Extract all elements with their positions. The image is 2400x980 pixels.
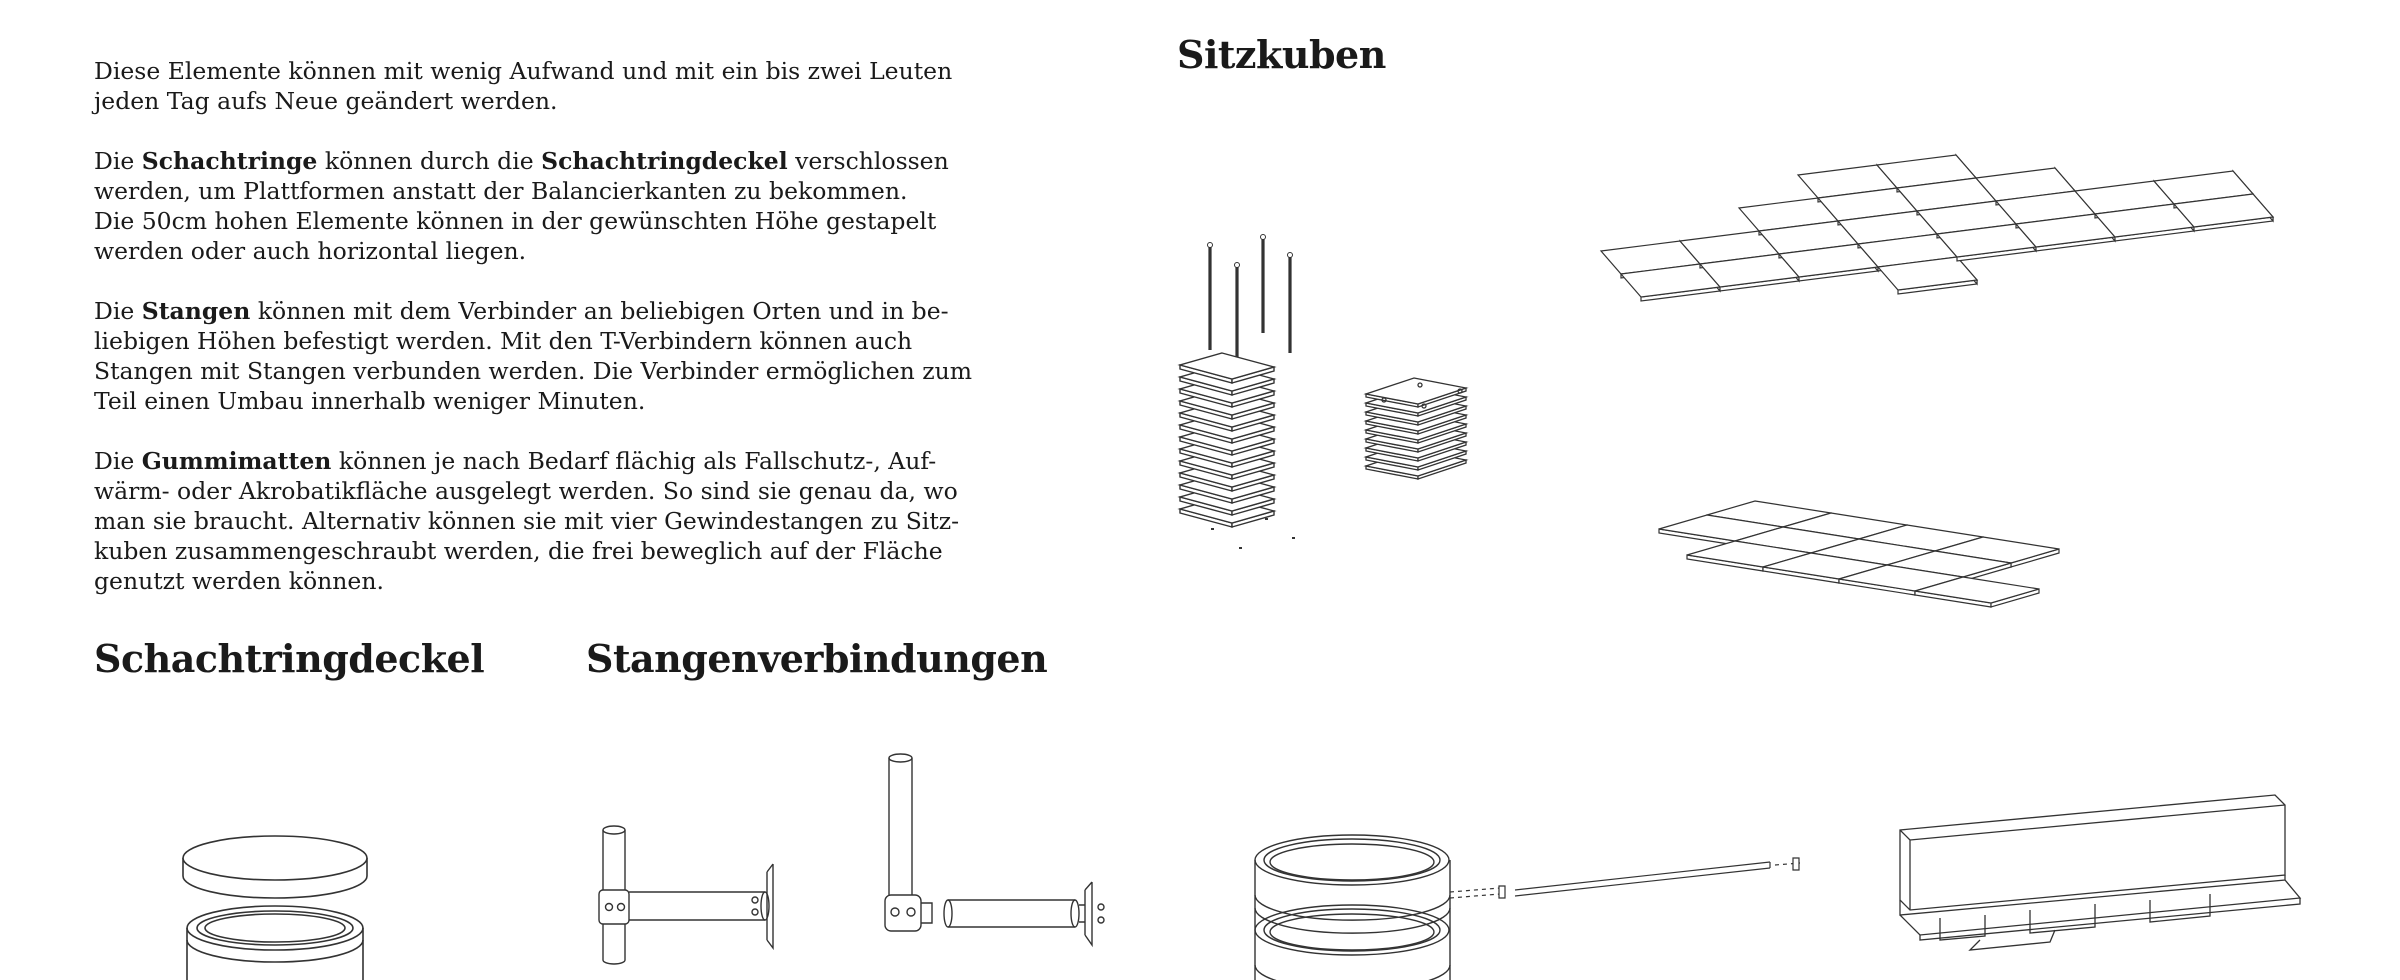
text-line bbox=[94, 206, 1014, 236]
threaded-rods bbox=[1210, 237, 1290, 360]
sitzkubus-exploded-drawing bbox=[1180, 225, 1310, 555]
text-run: genutzt werden können. bbox=[94, 567, 384, 595]
text-run: jeden Tag aufs Neue geändert werden. bbox=[94, 87, 558, 115]
text-line bbox=[94, 56, 1014, 86]
text-run: kuben zusammengeschraubt werden, die frei beweglich auf der Fläche bbox=[94, 537, 943, 565]
text-line bbox=[94, 86, 1014, 116]
text-line bbox=[94, 506, 1014, 536]
text-run: Die 50cm hohen Elemente können in der gewünschten Höhe gestapelt bbox=[94, 207, 937, 235]
text-run: liebigen Höhen befestigt werden. Mit den T-Verbindern können auch bbox=[94, 327, 913, 355]
bold-term: Schachtringdeckel bbox=[541, 147, 788, 175]
stangenverbinder-t-drawing bbox=[595, 820, 785, 970]
text-line bbox=[94, 386, 1014, 416]
text-column bbox=[94, 56, 1014, 626]
text-run: werden, um Plattformen anstatt der Balancierkanten zu bekommen. bbox=[94, 177, 908, 205]
text-line bbox=[94, 236, 1014, 266]
schachtringdeckel-drawing bbox=[175, 820, 375, 980]
text-line bbox=[94, 566, 1014, 596]
text-run: werden oder auch horizontal liegen. bbox=[94, 237, 527, 265]
text-run: wärm- oder Akrobatikfläche ausgelegt werden. So sind sie genau da, wo bbox=[94, 477, 958, 505]
bold-term: Stangen bbox=[141, 297, 251, 325]
text-run: Die bbox=[94, 147, 142, 175]
bold-term: Schachtringe bbox=[141, 147, 318, 175]
text-line bbox=[94, 446, 1014, 476]
mat-floor-grid-drawing bbox=[1745, 475, 2195, 605]
ring bbox=[187, 906, 363, 980]
text-run: Die bbox=[94, 297, 142, 325]
text-run: Stangen mit Stangen verbunden werden. Die Verbinder ermöglichen zum bbox=[94, 357, 973, 385]
sitzkubus-assembled-drawing bbox=[1360, 370, 1480, 485]
paragraph-schachtringe bbox=[94, 146, 1014, 266]
bold-term: Gummimatten bbox=[141, 447, 332, 475]
paragraph-gummimatten bbox=[94, 446, 1014, 596]
text-line bbox=[94, 326, 1014, 356]
paragraph-stangen bbox=[94, 296, 1014, 416]
gewindestange-verbindung-drawing bbox=[1445, 850, 1805, 910]
text-run: Die bbox=[94, 447, 142, 475]
mat-stack bbox=[1180, 353, 1274, 527]
text-line bbox=[94, 296, 1014, 326]
heading-schachtringdeckel: Schachtringdeckel bbox=[94, 636, 485, 681]
text-run: können durch die bbox=[317, 147, 542, 175]
text-line bbox=[94, 146, 1014, 176]
stangenverbinder-eck-drawing bbox=[880, 750, 1130, 965]
text-run: man sie braucht. Alternativ können sie mit vier Gewindestangen zu Sitz- bbox=[94, 507, 960, 535]
text-line bbox=[94, 476, 1014, 506]
text-line bbox=[94, 176, 1014, 206]
text-line bbox=[94, 356, 1014, 386]
text-line bbox=[94, 536, 1014, 566]
mat-floor-cross-drawing bbox=[1595, 155, 2285, 355]
balancierkante-drawing bbox=[1880, 790, 2305, 970]
text-run: können je nach Bedarf flächig als Fallschutz-, Auf- bbox=[331, 447, 937, 475]
heading-stangenverbindungen: Stangenverbindungen bbox=[586, 636, 1048, 681]
text-run: Teil einen Umbau innerhalb weniger Minuten. bbox=[94, 387, 646, 415]
schachtring-stapel-drawing bbox=[1245, 820, 1460, 980]
paragraph-intro bbox=[94, 56, 1014, 116]
text-run: Diese Elemente können mit wenig Aufwand und mit ein bis zwei Leuten bbox=[94, 57, 953, 85]
text-run: verschlossen bbox=[787, 147, 949, 175]
text-run: können mit dem Verbinder an beliebigen Orten und in be- bbox=[250, 297, 949, 325]
heading-sitzkuben: Sitzkuben bbox=[1177, 32, 1386, 77]
lid bbox=[183, 836, 367, 898]
